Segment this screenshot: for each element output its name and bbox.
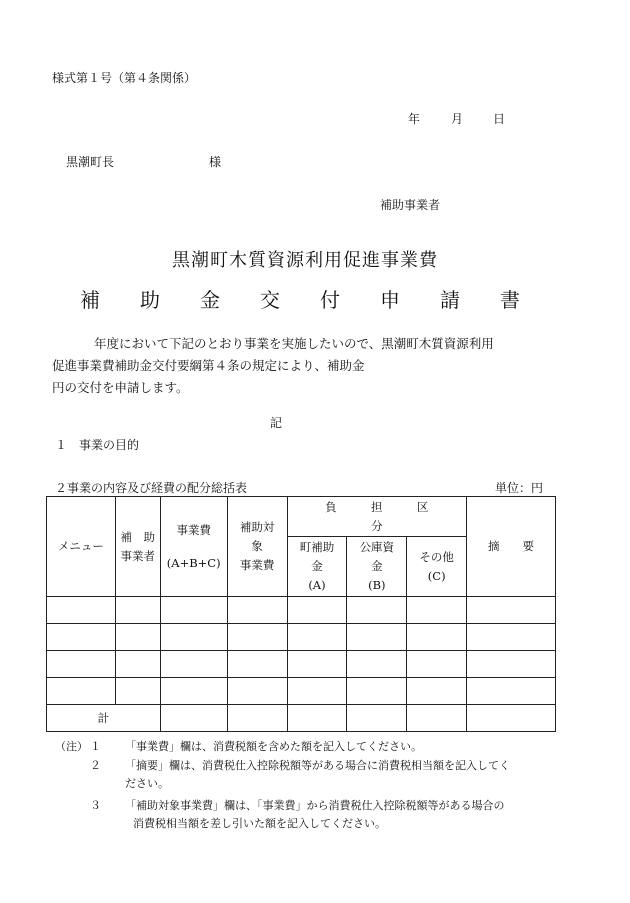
header-koko-fund: 公庫資 金 (B)	[347, 537, 407, 597]
title-char: 補	[80, 288, 100, 312]
body-line: 年度において下記のとおり事業を実施したいので、黒潮町木質資源利用	[94, 336, 494, 351]
table-row	[47, 624, 556, 651]
title-char: 書	[500, 288, 520, 312]
title-char: 交	[260, 288, 280, 312]
note-number: ３	[90, 799, 101, 812]
title-char: 付	[320, 288, 340, 312]
document-title-line1: 黒潮町木質資源利用促進事業費	[172, 250, 438, 271]
body-line: 円の交付を申請します。	[52, 380, 189, 395]
title-char: 助	[140, 288, 160, 312]
header-town-subsidy: 町補助 金 (A)	[287, 537, 347, 597]
header-taisho-jigyohi: 補助対 象 事業費	[227, 497, 287, 597]
unit-label: 単位：円	[495, 481, 544, 495]
note-number: ２	[90, 759, 101, 772]
table-row	[47, 651, 556, 678]
title-char: 申	[380, 288, 400, 312]
header-hojo-jigyosha: 補 助 事業者	[115, 497, 160, 597]
header-tekiyo: 摘 要	[467, 497, 556, 597]
date-day-label: 日	[493, 112, 506, 126]
honorific: 様	[209, 155, 222, 169]
date-month-label: 月	[451, 112, 464, 126]
note-text: 「摘要」欄は、消費税仕入控除税額等がある場合に消費税相当額を記入してく	[125, 759, 510, 772]
total-label: 計	[47, 705, 161, 732]
form-number: 様式第１号（第４条関係）	[52, 71, 197, 85]
note-text: 「事業費」欄は、消費税額を含めた額を記入してください。	[125, 740, 422, 753]
addressee: 黒潮町長	[66, 155, 115, 169]
body-line: 促進事業費補助金交付要綱第４条の規定により、補助金	[52, 358, 365, 373]
note-text: 「補助対象事業費」欄は、「事業費」から消費税仕入控除税額等がある場合の	[125, 799, 505, 812]
note-text: ださい。	[125, 777, 169, 790]
table-title: ２事業の内容及び経費の配分総括表	[55, 481, 248, 495]
header-other: その他 (C)	[407, 537, 467, 597]
allocation-table	[46, 496, 556, 732]
purpose-heading: １ 事業の目的	[55, 438, 140, 452]
date-year-label: 年	[408, 112, 421, 126]
table-row	[47, 597, 556, 624]
title-char: 請	[440, 288, 460, 312]
applicant-label: 補助事業者	[380, 198, 441, 212]
table-total-row	[47, 705, 556, 732]
ki-heading: 記	[270, 416, 283, 430]
document-title-line2	[80, 284, 520, 313]
header-jigyohi: 事業費 (A+B+C)	[160, 497, 227, 597]
title-char: 金	[200, 288, 220, 312]
header-futan-kubun: 負 担 区 分	[287, 497, 467, 537]
note-text: 消費税相当額を差し引いた額を記入してください。	[133, 817, 386, 830]
table-row	[47, 678, 556, 705]
application-body	[52, 333, 562, 399]
header-menu: メニュー	[47, 497, 116, 597]
note-number: １	[90, 740, 101, 753]
notes-label: （注）	[55, 740, 88, 753]
